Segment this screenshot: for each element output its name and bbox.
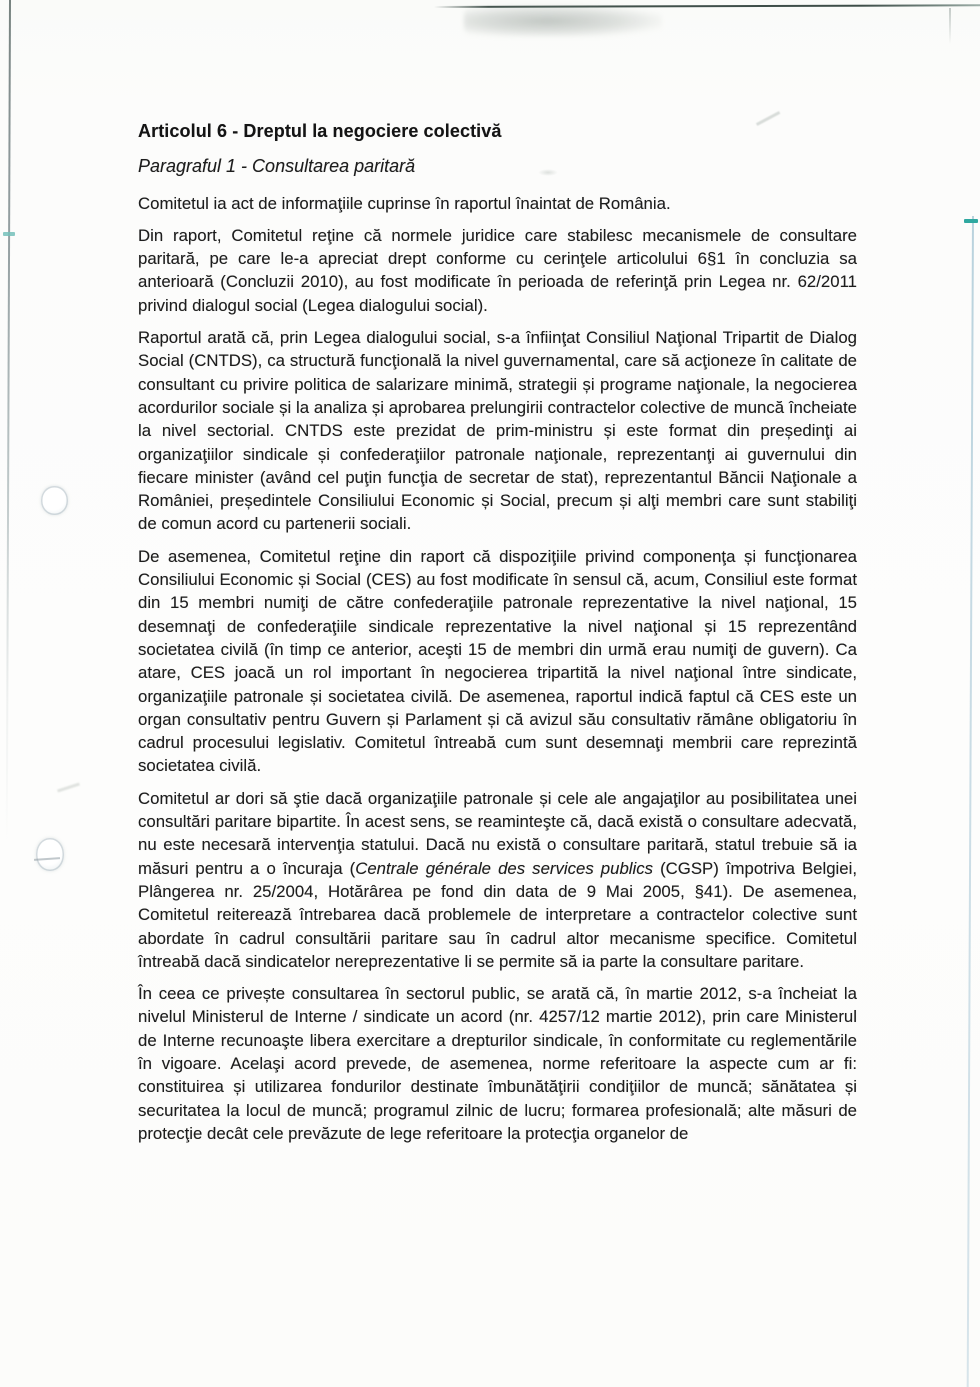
scan-corner-mark — [949, 8, 951, 44]
paragraph-sector-public: În ceea ce privește consultarea în sectorul public, se arată că, în martie 2012, s-a încheiat la nivelul Ministerul de Interne / sindicate un acord (nr. 4257/12 martie 2012), prin care Ministerul de Interne recunoaşte libera exercitare a drepturilor sindicale, în conformitate cu reglementările în vigoare. Acelaşi acord prevede, de asemenea, norme referitoare la aspecte cum ar fi: constituirea și utilizarea fondurilor destinate îmbunătăţirii condiţiilor de muncă; sănătatea și securitatea la locul de muncă; programul zilnic de lucru; formarea profesională; alte măsuri de protecţie decât cele prevăzute de lege referitoare la protecţia organelor de — [138, 984, 857, 1143]
scan-smudge-c — [57, 783, 80, 793]
hole-punch-top — [41, 486, 68, 515]
scan-registration-mark-left — [3, 232, 15, 236]
paragraph-intro: Comitetul ia act de informaţiile cuprinse în raportul înaintat de România. — [138, 193, 671, 213]
paragraph-segment-normal: Comitetul ar dori să ştie dacă organizaţiile patronale și cele ale angajaţilor au posibilitatea unei consultări paritare bipartite. În acest sens, se reaminteşte că, dacă există o consultare adecvată, nu este necesară intervenţia statului. Dacă nu există o consultare paritară, statul trebuie să ia măsuri pentru a o încuraja ( — [138, 788, 857, 878]
paragraph-segment-case-citation: Centrale générale des services publics — [355, 858, 654, 878]
scan-left-edge-line — [6, 0, 11, 840]
scan-smudge-top — [464, 5, 662, 37]
hole-punch-bottom — [36, 838, 64, 871]
scan-right-edge-line — [967, 216, 974, 1387]
paragraph-segment-normal-2: (CGSP) împotriva Belgiei, Plângerea nr. 25/2004, Hotărârea pe fond din data de 9 Mai 2005, §41). De asemenea, Comitetul reiterează întrebarea dacă problemele de interpretare a contractelor colective sunt abordate în cadrul consultării paritare sau în cadrul altor mecanisme specifice. Comitetul întreabă dacă sindicatelor nereprezentative li se permite să ia parte la consultare paritare. — [138, 858, 857, 971]
document-title: Articolul 6 - Dreptul la negociere colectivă — [138, 121, 502, 141]
scan-registration-mark-right — [964, 219, 978, 223]
paragraph-din-raport: Din raport, Comitetul reţine că normele juridice care stabilesc mecanismele de consultare paritară, pe care le-a apreciat drept conforme cu cerinţele articolului 6§1 în concluzia sa anterioară (Concluzii 2010), au fost modificate în perioada de referinţă prin Legea nr. 62/2011 privind dialogul social (Legea dialogului social). — [138, 225, 857, 315]
hole-punch-slit — [34, 857, 60, 860]
document-subtitle: Paragraful 1 - Consultarea paritară — [138, 156, 416, 177]
paragraph-cntds: Raportul arată că, prin Legea dialogului social, s-a înfiinţat Consiliul Naţional Tripartit de Dialog Social (CNTDS), ca structură funcţională la nivel guvernamental, care să acţioneze în calitate de consultant cu privire politica de salarizare minimă, strategii și programe naţionale, la negocierea acordurilor sociale și la analiza și aprobarea prelungirii contractelor colective de muncă încheiate la nivel sectorial. CNTDS este prezidat de prim-ministru și este format din președinţi ai organizaţiilor sindicale și confederaţiilor patronale naţionale, reprezentanţi ai guvernului din fiecare minister (având cel puţin funcţia de secretar de stat), reprezentantul Băncii Naţionale a României, președintele Consiliului Economic și Social, precum și alţi membri care sunt stabiliţi de comun acord cu partenerii sociali. — [138, 328, 857, 534]
document-text-block — [138, 120, 857, 1154]
paragraph-consultare-bipartita — [138, 787, 857, 973]
paragraph-ces: De asemenea, Comitetul reţine din raport că dispoziţiile privind componenţa și funcţionarea Consiliului Economic și Social (CES) au fost modificate în sensul că, acum, Consiliul este format din 15 membri numiţi de către confederaţiile patronale reprezentative la nivel naţional, 15 desemnaţi de confederaţiile sindicale reprezentative la nivel naţional și 15 reprezentând societatea civilă (în timp ce anterior, aceşti 15 de membri din urmă erau numiţi de guvern). Ca atare, CES joacă un rol important în negocierea tripartită la nivel naţional între sindicate, organizaţiile patronale și societatea civilă. De asemenea, raportul indică faptul că CES este un organ consultativ pentru Guvern și Parlament și că avizul său consultativ rămâne obligatoriu în cadrul procesului legislativ. Comitetul întreabă cum sunt desemnaţi membrii care reprezintă societatea civilă. — [138, 546, 857, 776]
